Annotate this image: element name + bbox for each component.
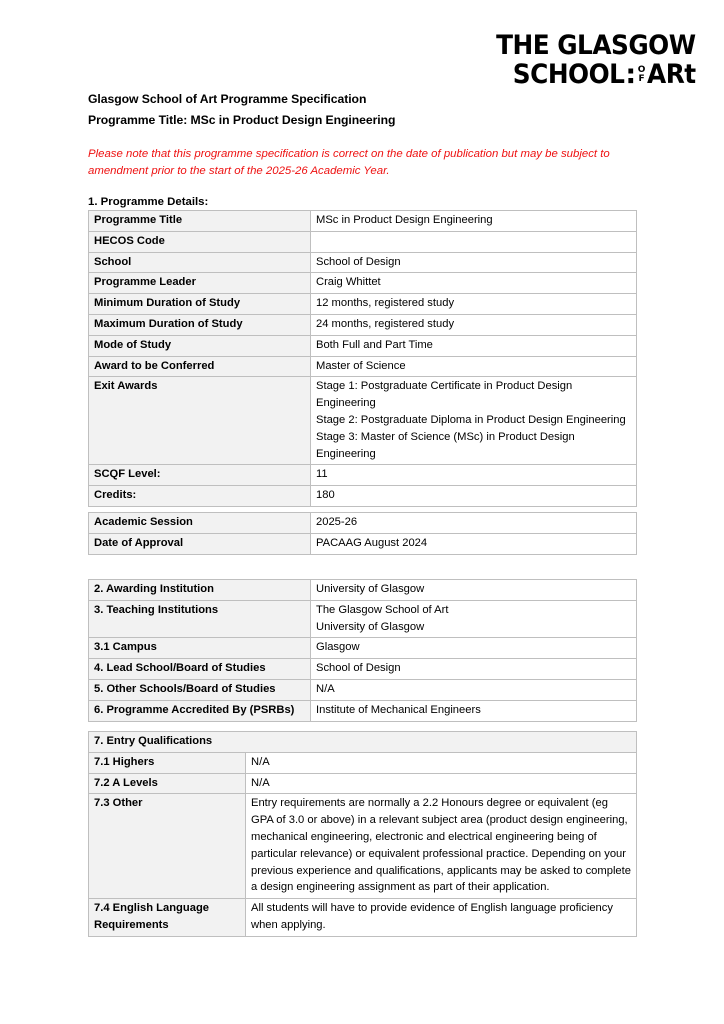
cell-line: School of Design: [316, 255, 401, 268]
cell-line: Both Full and Part Time: [316, 338, 433, 351]
entry-label-1: 7.2 A Levels: [89, 773, 246, 794]
table-academic-session-body: [89, 513, 637, 555]
institutions-label-1: 3. Teaching Institutions: [89, 600, 311, 638]
table-institutions: [88, 579, 637, 722]
programme-details-label-10: Credits:: [89, 486, 311, 507]
programme-details-value-4: [311, 294, 637, 315]
table-row: [89, 638, 637, 659]
table-row: [89, 356, 637, 377]
logo-of-o: O: [637, 65, 646, 75]
table-row: [89, 752, 637, 773]
table-entry-qualifications: [88, 731, 637, 937]
table-entry-qualifications-body: [89, 732, 637, 937]
cell-line: School of Design: [316, 662, 401, 675]
cell-line: 2025-26: [316, 516, 358, 528]
entry-value-3: [246, 899, 637, 937]
programme-details-value-6: [311, 335, 637, 356]
table-institutions-body: [89, 580, 637, 722]
cell-line: 12 months, registered study: [316, 297, 455, 310]
table-row: [89, 294, 637, 315]
programme-details-label-1: HECOS Code: [89, 231, 311, 252]
programme-details-value-2: [311, 252, 637, 273]
cell-line: Glasgow: [316, 641, 360, 654]
section-label-programme-details: 1. Programme Details:: [88, 196, 209, 208]
programme-details-label-9: SCQF Level:: [89, 465, 311, 486]
entry-value-1: [246, 773, 637, 794]
page-title: [88, 89, 648, 130]
table-row: [89, 732, 637, 753]
logo-line-1: [496, 30, 696, 61]
table-row: [89, 700, 637, 721]
logo-line-2: [500, 61, 696, 89]
table-row: [89, 580, 637, 601]
cell-line: Craig Whittet: [316, 276, 381, 289]
institutions-label-4: 5. Other Schools/Board of Studies: [89, 679, 311, 700]
institutions-value-1: [311, 600, 637, 638]
programme-details-value-1: [311, 231, 637, 252]
cell-line: MSc in Product Design Engineering: [316, 214, 493, 226]
academic-session-label-1: Date of Approval: [89, 533, 311, 554]
institutions-label-3: 4. Lead School/Board of Studies: [89, 659, 311, 680]
institutions-label-2: 3.1 Campus: [89, 638, 311, 659]
cell-line: University of Glasgow: [316, 620, 425, 633]
logo-text-the-glasgow: THE GLASGOW: [496, 30, 696, 61]
entry-value-2: [246, 794, 637, 899]
table-row: [89, 600, 637, 638]
page-title-line-2: Programme Title: MSc in Product Design Engineering: [88, 112, 396, 127]
programme-details-label-3: Programme Leader: [89, 273, 311, 294]
programme-details-label-4: Minimum Duration of Study: [89, 294, 311, 315]
table-row: [89, 377, 637, 465]
cell-line: Stage 1: Postgraduate Certificate in Product Design Engineering: [316, 380, 573, 410]
table-row: [89, 513, 637, 534]
institutions-value-5: [311, 700, 637, 721]
academic-session-value-1: [311, 533, 637, 554]
entry-label-3: 7.4 English Language Requirements: [89, 899, 246, 937]
table-row: [89, 773, 637, 794]
cell-line: Institute of Mechanical Engineers: [316, 703, 481, 716]
table-row: [89, 252, 637, 273]
entry-qualifications-header: 7. Entry Qualifications: [89, 732, 637, 753]
institutions-label-5: 6. Programme Accredited By (PSRBs): [89, 700, 311, 721]
programme-details-value-10: [311, 486, 637, 507]
table-row: [89, 465, 637, 486]
logo-colon: :: [625, 59, 636, 90]
cell-line: Entry requirements are normally a 2.2 Honours degree or equivalent (eg GPA of 3.0 or above) in a relevant subject area (product design engineering, mechanical engineering, electronic and electrical engineering being of particular relevance) or equivalent professional practice. Depending on your previous experience and qualifications, applicants may be asked to complete a design engineering assignment as part of their application.: [251, 797, 631, 894]
cell-line: N/A: [251, 755, 270, 768]
cell-line: The Glasgow School of Art: [316, 603, 449, 616]
programme-details-label-8: Exit Awards: [89, 377, 311, 465]
programme-details-value-5: [311, 314, 637, 335]
table-row: [89, 273, 637, 294]
logo-text-school: SCHOOL: [512, 59, 625, 90]
table-row: [89, 659, 637, 680]
programme-details-value-7: [311, 356, 637, 377]
table-programme-details: [88, 210, 637, 507]
logo-text-art: ARt: [647, 59, 696, 90]
programme-details-label-0: Programme Title: [89, 211, 311, 232]
page-title-line-1: Glasgow School of Art Programme Specification: [88, 92, 367, 106]
programme-details-value-8: [311, 377, 637, 465]
cell-line: 11: [316, 468, 328, 481]
cell-line: N/A: [316, 682, 335, 695]
table-row: [89, 533, 637, 554]
table-row: [89, 231, 637, 252]
programme-details-value-3: [311, 273, 637, 294]
academic-session-value-0: [311, 513, 637, 534]
programme-details-label-2: School: [89, 252, 311, 273]
cell-line: Stage 3: Master of Science (MSc) in Product Design Engineering: [316, 430, 575, 460]
cell-line: Master of Science: [316, 359, 406, 372]
table-row: [89, 335, 637, 356]
programme-details-label-6: Mode of Study: [89, 335, 311, 356]
institutions-label-0: 2. Awarding Institution: [89, 580, 311, 601]
table-row: [89, 486, 637, 507]
table-row: [89, 314, 637, 335]
table-row: [89, 211, 637, 232]
academic-session-label-0: Academic Session: [89, 513, 311, 534]
gsa-logo: [496, 30, 696, 90]
cell-line: University of Glasgow: [316, 583, 425, 595]
institutions-value-2: [311, 638, 637, 659]
table-row: [89, 794, 637, 899]
programme-details-label-7: Award to be Conferred: [89, 356, 311, 377]
entry-label-2: 7.3 Other: [89, 794, 246, 899]
institutions-value-0: [311, 580, 637, 601]
table-row: [89, 899, 637, 937]
institutions-value-3: [311, 659, 637, 680]
cell-line: N/A: [251, 776, 270, 789]
cell-line: Stage 2: Postgraduate Diploma in Product Design Engineering: [316, 413, 626, 426]
cell-line: 24 months, registered study: [316, 317, 455, 330]
programme-details-label-5: Maximum Duration of Study: [89, 314, 311, 335]
entry-label-0: 7.1 Highers: [89, 752, 246, 773]
logo-of-stacked: [638, 66, 646, 84]
institutions-value-4: [311, 679, 637, 700]
cell-line: 180: [316, 489, 335, 502]
programme-details-value-9: [311, 465, 637, 486]
entry-value-0: [246, 752, 637, 773]
table-academic-session: [88, 512, 637, 555]
logo-of-f: F: [638, 74, 645, 84]
cell-line: PACAAG August 2024: [316, 536, 428, 549]
table-programme-details-body: [89, 211, 637, 507]
publication-notice: Please note that this programme specification is correct on the date of publication but may be subject to amendment prior to the start of the 2025-26 Academic Year.: [88, 148, 610, 177]
programme-details-value-0: [311, 211, 637, 232]
cell-line: All students will have to provide evidence of English language proficiency when applying.: [251, 902, 613, 931]
table-row: [89, 679, 637, 700]
